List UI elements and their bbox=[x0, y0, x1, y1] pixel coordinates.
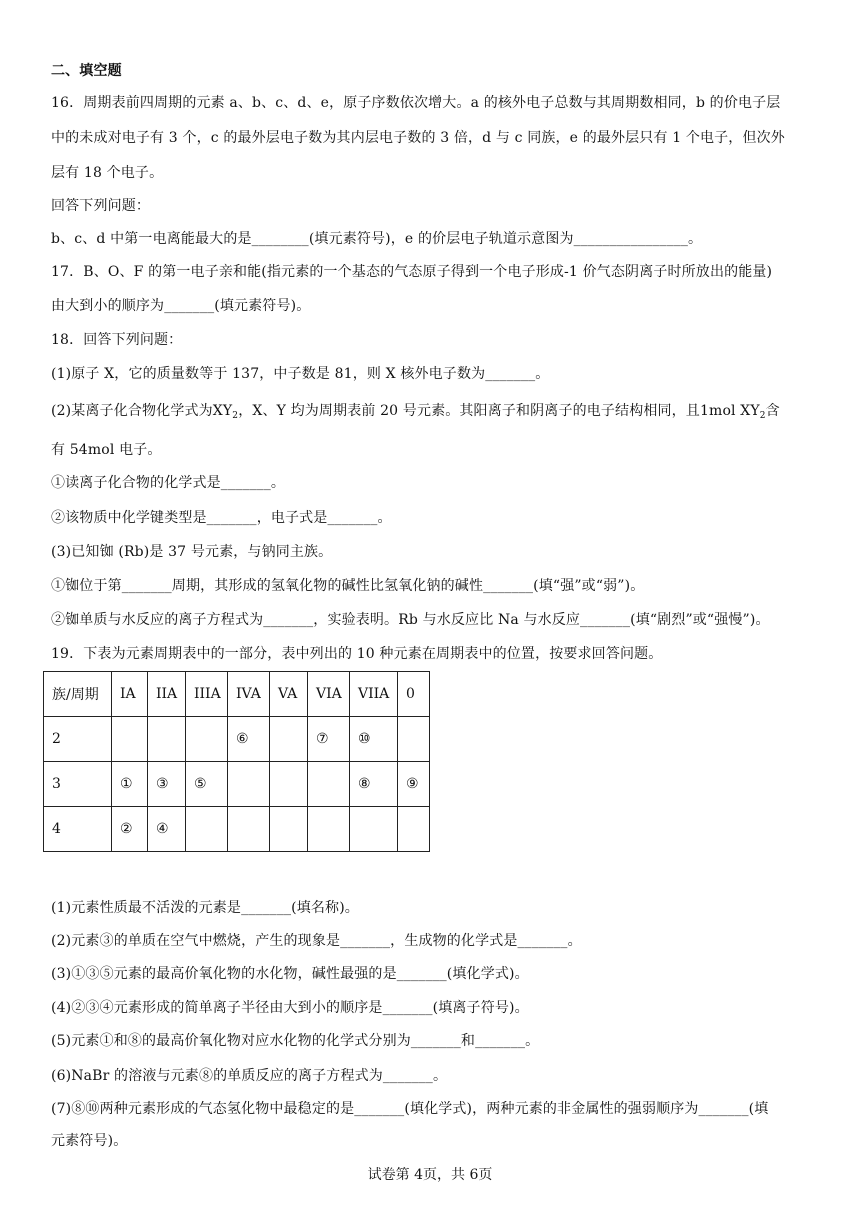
table-row bbox=[44, 762, 430, 807]
periodic-table bbox=[43, 671, 430, 852]
table-cell bbox=[350, 807, 398, 852]
q18-line-7: (3)已知铷 (Rb)是 37 号元素，与钠同主族。 bbox=[51, 544, 333, 560]
table-header-cell: IIA bbox=[148, 672, 186, 717]
formula-xy2-base: XY bbox=[212, 403, 233, 419]
q18-line-6: ②该物质中化学键类型是_______，电子式是_______。 bbox=[51, 510, 392, 526]
q19-intro: 19．下表为元素周期表中的一部分，表中列出的 10 种元素在周期表中的位置，按要求回答问题。 bbox=[51, 646, 663, 662]
table-cell bbox=[270, 717, 308, 762]
table-cell: ③ bbox=[148, 762, 186, 807]
q18-line-5: ①读离子化合物的化学式是_______。 bbox=[51, 475, 285, 491]
table-cell bbox=[308, 807, 350, 852]
table-header-cell: IVA bbox=[228, 672, 270, 717]
table-cell bbox=[270, 807, 308, 852]
table-cell: ⑨ bbox=[398, 762, 430, 807]
table-cell: 2 bbox=[44, 717, 112, 762]
q19-part-7-line-2: 元素符号)。 bbox=[51, 1133, 128, 1149]
q19-part-1: (1)元素性质最不活泼的元素是_______(填名称)。 bbox=[51, 900, 359, 916]
page-footer: 试卷第 4页，共 6页 bbox=[367, 1167, 493, 1183]
table-header-cell: IIIA bbox=[186, 672, 228, 717]
table-header-cell: IA bbox=[112, 672, 148, 717]
q18-line-1: 18．回答下列问题： bbox=[51, 332, 183, 348]
table-cell bbox=[228, 807, 270, 852]
q19-part-7-line-1: (7)⑧⑩两种元素形成的气态氢化物中最稳定的是_______(填化学式)，两种元素的非金属性的强弱顺序为_______(填 bbox=[51, 1101, 769, 1117]
table-cell: 3 bbox=[44, 762, 112, 807]
q18-line-3-text-b: ，X、Y 均为周期表前 20 号元素。其阳离子和阴离子的电子结构相同，且 bbox=[238, 403, 700, 419]
q16-line-2: 中的未成对电子有 3 个，c 的最外层电子数为其内层电子数的 3 倍，d 与 c 同族，e 的最外层只有 1 个电子，但次外 bbox=[51, 130, 785, 146]
q16-line-4: 回答下列问题： bbox=[51, 198, 151, 214]
q19-part-3: (3)①③⑤元素的最高价氧化物的水化物，碱性最强的是_______(填化学式)。 bbox=[51, 966, 529, 982]
table-cell bbox=[308, 762, 350, 807]
table-cell bbox=[270, 762, 308, 807]
table-cell: ⑤ bbox=[186, 762, 228, 807]
table-header-cell: VIA bbox=[308, 672, 350, 717]
q17-line-2: 由大到小的顺序为_______(填元素符号)。 bbox=[51, 298, 311, 314]
q17-line-1: 17．B、O、F 的第一电子亲和能(指元素的一个基态的气态原子得到一个电子形成-1 价气态阴离子时所放出的能量) bbox=[51, 264, 773, 280]
q18-line-9: ②铷单质与水反应的离子方程式为_______，实验表明。Rb 与水反应比 Na 与水反应_______(填“剧烈”或“强慢”)。 bbox=[51, 612, 770, 628]
q18-line-3-text-c: 含 bbox=[765, 403, 780, 419]
table-cell bbox=[148, 717, 186, 762]
formula-xy2-subscript: 2 bbox=[232, 411, 239, 421]
q18-line-3 bbox=[51, 401, 780, 426]
q19-part-2: (2)元素③的单质在空气中燃烧，产生的现象是_______，生成物的化学式是_______。 bbox=[51, 933, 582, 949]
q18-line-3-text-a: (2)某离子化合物化学式为 bbox=[51, 403, 213, 419]
table-cell: 4 bbox=[44, 807, 112, 852]
table-cell bbox=[398, 717, 430, 762]
table-cell: ⑦ bbox=[308, 717, 350, 762]
q16-line-3: 层有 18 个电子。 bbox=[51, 165, 164, 181]
table-cell: ⑥ bbox=[228, 717, 270, 762]
table-cell: ⑩ bbox=[350, 717, 398, 762]
table-cell bbox=[186, 807, 228, 852]
q16-line-1: 16．周期表前四周期的元素 a、b、c、d、e，原子序数依次增大。a 的核外电子总数与其周期数相同，b 的价电子层 bbox=[51, 95, 781, 111]
q18-line-2: (1)原子 X，它的质量数等于 137，中子数是 81，则 X 核外电子数为_______。 bbox=[51, 366, 550, 382]
formula-1mol-xy2-subscript: 2 bbox=[759, 411, 766, 421]
q19-part-5: (5)元素①和⑧的最高价氧化物对应水化物的化学式分别为_______和_______。 bbox=[51, 1033, 540, 1049]
table-cell: ⑧ bbox=[350, 762, 398, 807]
formula-xy2 bbox=[213, 403, 238, 419]
section-title: 二、填空题 bbox=[51, 63, 122, 79]
table-header-cell: VIIA bbox=[350, 672, 398, 717]
formula-1mol-xy2-base: 1mol XY bbox=[699, 403, 760, 419]
table-cell bbox=[112, 717, 148, 762]
q19-part-4: (4)②③④元素形成的简单离子半径由大到小的顺序是_______(填离子符号)。 bbox=[51, 1000, 529, 1016]
table-cell: ② bbox=[112, 807, 148, 852]
table-cell bbox=[186, 717, 228, 762]
q18-line-4: 有 54mol 电子。 bbox=[51, 442, 162, 458]
table-header-cell: VA bbox=[270, 672, 308, 717]
table-cell bbox=[228, 762, 270, 807]
table-row bbox=[44, 807, 430, 852]
table-cell: ④ bbox=[148, 807, 186, 852]
table-header-cell: 0 bbox=[398, 672, 430, 717]
q16-line-5: b、c、d 中第一电离能最大的是________(填元素符号)，e 的价层电子轨道示意图为________________。 bbox=[51, 231, 703, 247]
table-row bbox=[44, 717, 430, 762]
table-cell: ① bbox=[112, 762, 148, 807]
q18-line-8: ①铷位于第_______周期，其形成的氢氧化物的碱性比氢氧化钠的碱性_______(填“强”或“弱”)。 bbox=[51, 578, 645, 594]
table-header-cell: 族/周期 bbox=[44, 672, 112, 717]
table-cell bbox=[398, 807, 430, 852]
table-header-row bbox=[44, 672, 430, 717]
q19-part-6: (6)NaBr 的溶液与元素⑧的单质反应的离子方程式为_______。 bbox=[51, 1068, 448, 1084]
formula-1mol-xy2 bbox=[700, 403, 766, 419]
